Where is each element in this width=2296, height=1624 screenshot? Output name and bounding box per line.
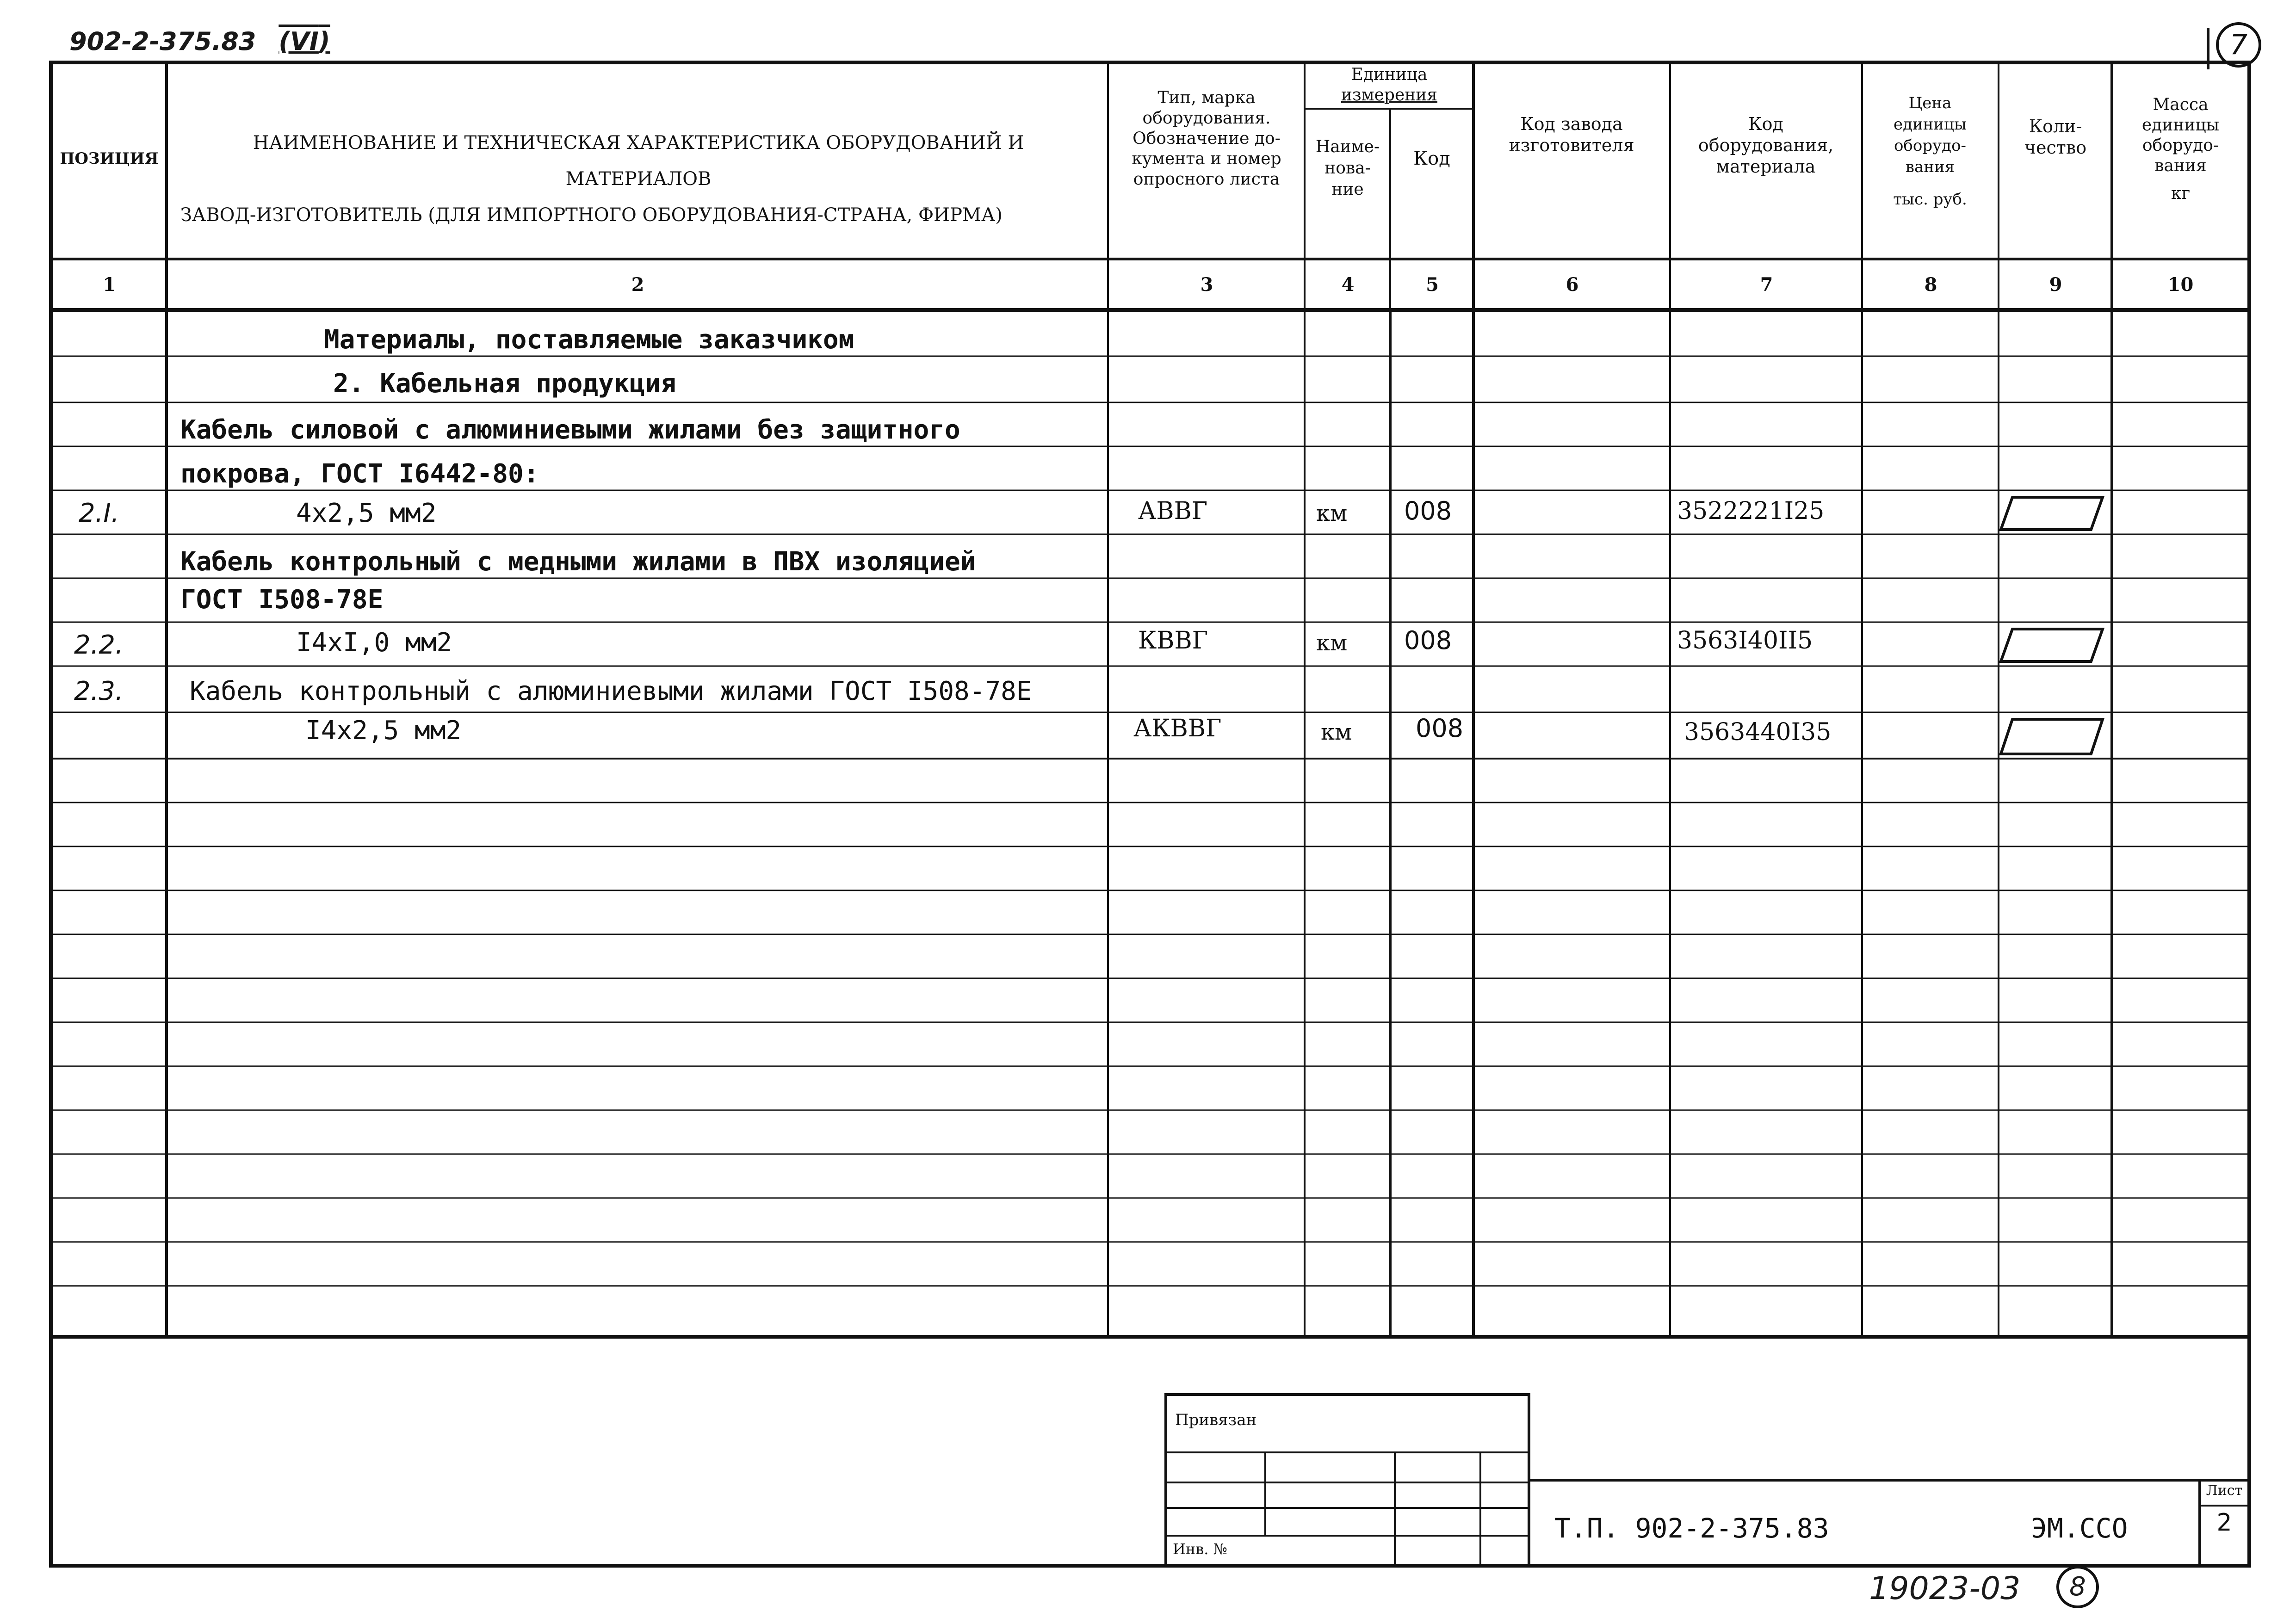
quantity-mark-2-1 xyxy=(2001,497,2103,530)
section-title: Материалы, поставляемые заказчиком xyxy=(324,325,854,355)
header-unit-code: Код xyxy=(1413,148,1450,169)
row-2-2-code: 008 xyxy=(1404,626,1452,655)
row-2-2-type: КВВГ xyxy=(1138,627,1208,655)
column-number-1: 1 xyxy=(103,274,116,296)
stamp-inventory-number: Инв. № xyxy=(1173,1540,1227,1558)
header-material-code: Код оборудования, материала xyxy=(1698,114,1834,177)
row-2-1-unit: км xyxy=(1316,500,1348,526)
row-2-2-description-b: ГОСТ I508-78Е xyxy=(180,585,384,615)
column-number-2: 2 xyxy=(631,274,644,296)
subsection-title: 2. Кабельная продукция xyxy=(333,369,676,399)
footer-handwritten-number: 19023-03 xyxy=(1869,1570,2021,1607)
quantity-mark-2-2 xyxy=(2001,629,2103,661)
column-number-9: 9 xyxy=(2049,274,2062,296)
row-2-3-unit: км xyxy=(1321,719,1352,745)
stamp-project-code: Т.П. 902-2-375.83 xyxy=(1554,1513,1829,1544)
footer-circled-number: 8 xyxy=(2056,1566,2099,1608)
row-2-1-description-b: покрова, ГОСТ I6442-80: xyxy=(180,459,539,489)
header-unit-price: Цена единицы оборудо- вания тыс. руб. xyxy=(1893,94,1967,209)
row-2-3-size: I4x2,5 мм2 xyxy=(305,716,462,746)
row-2-1-material-code: 3522221I25 xyxy=(1677,497,1825,525)
header-unit: Единица измерения xyxy=(1341,65,1437,105)
header-unit-mass: Масса единицы оборудо- вания кг xyxy=(2141,95,2220,203)
header-manufacturer-code: Код завода изготовителя xyxy=(1509,114,1634,155)
header-name-line3: ЗАВОД-ИЗГОТОВИТЕЛЬ (ДЛЯ ИМПОРТНОГО ОБОРУДОВАНИЯ-СТРАНА, ФИРМА) xyxy=(180,204,1003,226)
column-number-5: 5 xyxy=(1426,274,1439,296)
column-number-4: 4 xyxy=(1341,274,1355,296)
page-number-circle: 7 xyxy=(2216,22,2261,68)
doc-number: 902-2-375.83 xyxy=(69,27,256,56)
row-2-3-description: Кабель контрольный с алюминиевыми жилами ГОСТ I508-78Е xyxy=(190,676,1032,706)
row-2-2-position: 2.2. xyxy=(74,630,124,660)
column-number-8: 8 xyxy=(1924,274,1937,296)
column-number-10: 10 xyxy=(2167,274,2194,296)
stamp-document-code: ЭМ.ССО xyxy=(2031,1513,2128,1544)
row-2-3-code: 008 xyxy=(1416,714,1464,743)
column-number-3: 3 xyxy=(1200,274,1213,296)
header-unit-name: Наиме- нова- ние xyxy=(1315,137,1380,199)
column-number-6: 6 xyxy=(1566,274,1579,296)
header-position: ПОЗИЦИЯ xyxy=(60,149,159,168)
stamp-privyazan: Привязан xyxy=(1175,1411,1257,1429)
volume-mark: (VI) xyxy=(278,27,330,56)
row-2-1-type: АВВГ xyxy=(1138,497,1208,525)
row-2-1-size: 4x2,5 мм2 xyxy=(296,498,437,528)
row-2-1-position: 2.I. xyxy=(79,498,119,528)
row-2-2-description-a: Кабель контрольный с медными жилами в ПВХ изоляцией xyxy=(180,547,976,577)
header-name xyxy=(171,125,1106,233)
row-2-1-description-a: Кабель силовой с алюминиевыми жилами без защитного xyxy=(180,415,960,445)
column-number-7: 7 xyxy=(1760,274,1773,296)
header-quantity: Коли- чество xyxy=(2024,116,2087,158)
header-name-line2: МАТЕРИАЛОВ xyxy=(565,168,712,190)
row-2-2-material-code: 3563I40II5 xyxy=(1677,627,1813,655)
stamp-sheet-number: 2 xyxy=(2216,1509,2232,1537)
row-2-3-type: АКВВГ xyxy=(1133,715,1222,742)
header-type: Тип, марка оборудования. Обозначение до- кумента и номер опросного листа xyxy=(1132,88,1281,189)
header-name-line1: НАИМЕНОВАНИЕ И ТЕХНИЧЕСКАЯ ХАРАКТЕРИСТИКА ОБОРУДОВАНИЙ И xyxy=(253,132,1024,154)
row-2-1-code: 008 xyxy=(1404,496,1452,525)
row-2-3-material-code: 3563440I35 xyxy=(1684,718,1832,746)
row-2-3-position: 2.3. xyxy=(74,676,124,706)
quantity-mark-2-3 xyxy=(2001,719,2103,754)
stamp-sheet-label: Лист xyxy=(2206,1482,2243,1499)
row-2-2-unit: км xyxy=(1316,630,1348,656)
row-2-2-size: I4xI,0 мм2 xyxy=(296,628,452,658)
